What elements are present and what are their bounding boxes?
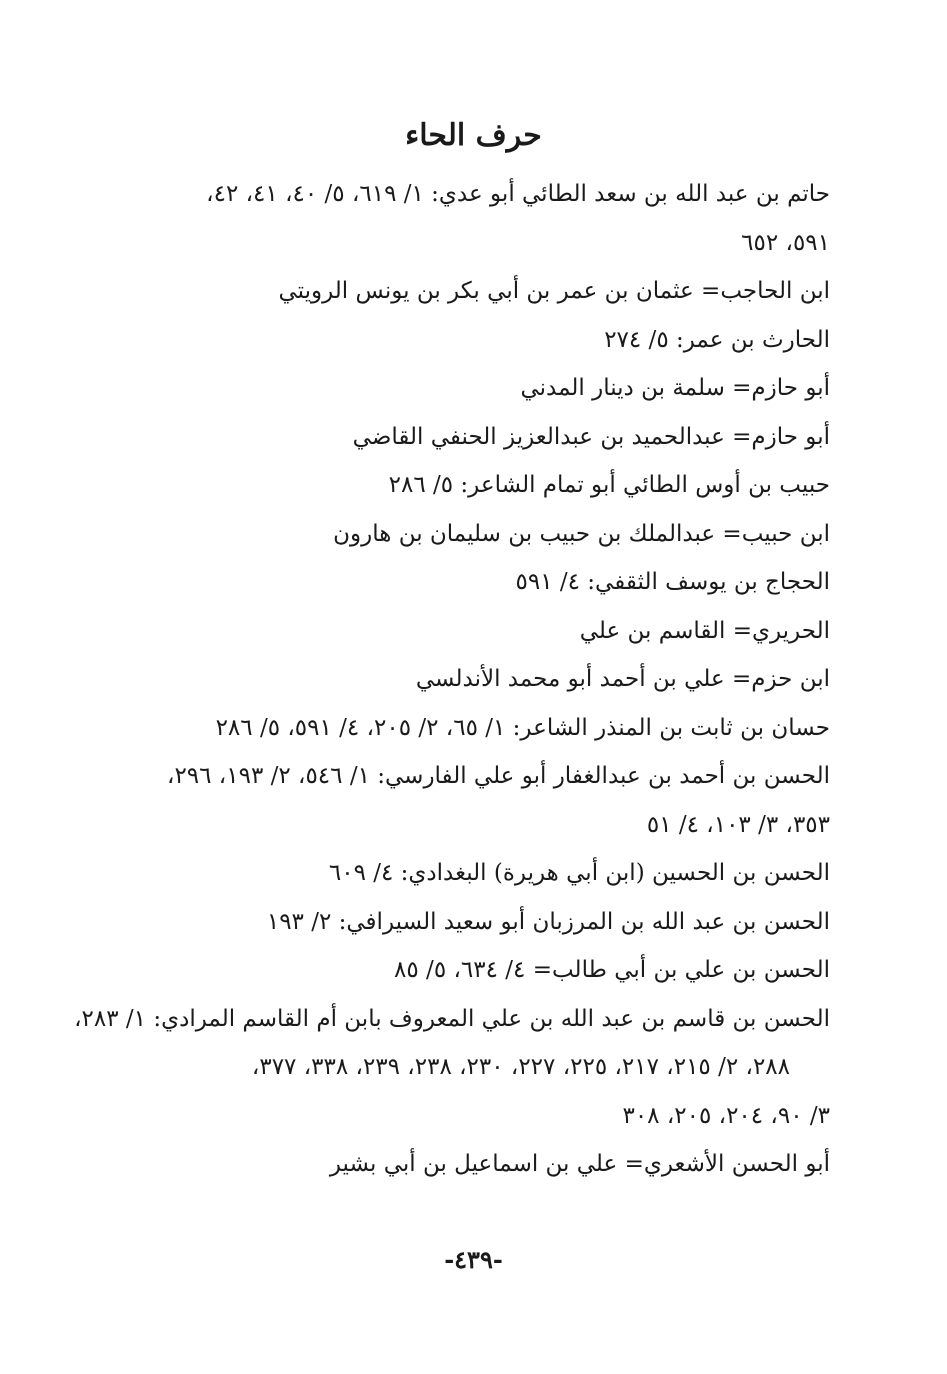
- index-entry: [115, 752, 830, 849]
- entry-line: الحريري= القاسم بن علي: [579, 617, 830, 644]
- entry-continuation-line: ٥٩١، ٦٥٢: [741, 229, 830, 256]
- entry-line: الحسن بن الحسين (ابن أبي هريرة) البغدادي: ٤/ ٦٠٩: [328, 860, 830, 886]
- entry-line: ابن حزم= علي بن أحمد أبو محمد الأندلسي: [415, 666, 830, 692]
- entry-line: أبو حازم= عبدالحميد بن عبدالعزيز الحنفي القاضي: [352, 423, 830, 450]
- entry-line: الحجاج بن يوسف الثقفي: ٤/ ٥٩١: [515, 569, 830, 595]
- index-entry: [115, 510, 830, 559]
- index-entry: [115, 849, 830, 898]
- entry-continuation-line: ٣٥٣، ٣/ ١٠٣، ٤/ ٥١: [646, 811, 830, 838]
- index-entry: [74, 995, 830, 1141]
- index-entry: [115, 655, 830, 704]
- index-entry: [115, 898, 830, 947]
- entry-continuation-line: ٢٨٨، ٢/ ٢١٥، ٢١٧، ٢٢٥، ٢٢٧، ٢٣٠، ٢٣٨، ٢٣٩، ٣٣٨، ٣٧٧،: [251, 1054, 790, 1080]
- page-number: -٤٣٩-: [444, 1245, 503, 1274]
- index-entry: [115, 607, 830, 656]
- index-entry: [115, 558, 830, 607]
- entry-line: الحارث بن عمر: ٥/ ٢٧٤: [604, 326, 830, 353]
- index-entry: [115, 461, 830, 510]
- index-entry: [115, 413, 830, 462]
- entry-continuation-line: ٣/ ٩٠، ٢٠٤، ٢٠٥، ٣٠٨: [622, 1102, 830, 1129]
- index-entry: [115, 316, 830, 365]
- entry-line: حاتم بن عبد الله بن سعد الطائي أبو عدي: ١/ ٦١٩، ٥/ ٤٠، ٤١، ٤٢،: [206, 181, 830, 207]
- section-title: حرف الحاء: [405, 118, 542, 153]
- entry-line: الحسن بن قاسم بن عبد الله بن علي المعروف بابن أم القاسم المرادي: ١/ ٢٨٣،: [74, 1005, 830, 1032]
- entry-line: أبو حازم= سلمة بن دينار المدني: [520, 375, 830, 401]
- index-entry: [115, 267, 830, 316]
- entry-line: ابن حبيب= عبدالملك بن حبيب بن سليمان بن هارون: [333, 520, 830, 547]
- index-entry: [115, 946, 830, 995]
- entry-line: الحسن بن أحمد بن عبدالغفار أبو علي الفارسي: ١/ ٥٤٦، ٢/ ١٩٣، ٢٩٦،: [167, 763, 830, 789]
- entry-line: الحسن بن عبد الله بن المرزبان أبو سعيد السيرافي: ٢/ ١٩٣: [266, 908, 830, 935]
- index-entry: [115, 170, 830, 267]
- entry-line: حبيب بن أوس الطائي أبو تمام الشاعر: ٥/ ٢٨٦: [388, 472, 830, 498]
- entry-line: الحسن بن علي بن أبي طالب= ٤/ ٦٣٤، ٥/ ٨٥: [394, 957, 830, 983]
- index-entry: [115, 1140, 830, 1189]
- entry-line: أبو الحسن الأشعري= علي بن اسماعيل بن أبي بشير: [329, 1151, 830, 1177]
- index-entries: [74, 170, 830, 1189]
- entry-line: ابن الحاجب= عثمان بن عمر بن أبي بكر بن يونس الرويتي: [278, 278, 830, 304]
- index-entry: [115, 704, 830, 753]
- entry-line: حسان بن ثابت بن المنذر الشاعر: ١/ ٦٥، ٢/ ٢٠٥، ٤/ ٥٩١، ٥/ ٢٨٦: [215, 714, 830, 741]
- index-entry: [115, 364, 830, 413]
